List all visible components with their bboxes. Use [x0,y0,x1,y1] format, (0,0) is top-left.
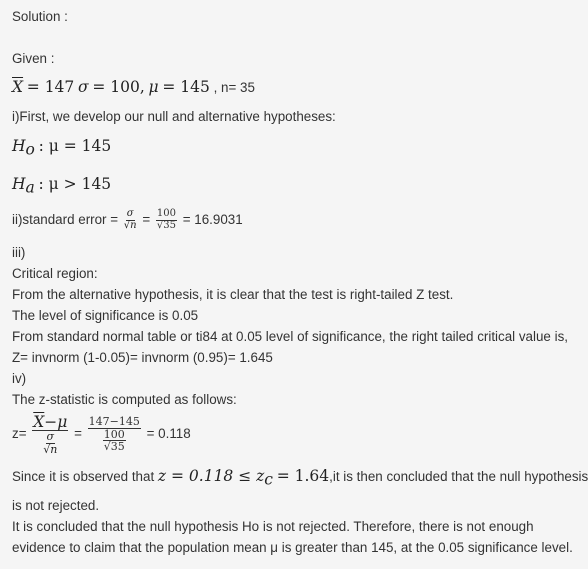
step4-label: iv) [12,371,27,386]
step1-text: i)First, we develop our null and alternative hypotheses: [12,109,336,124]
z-fraction-symbolic: $\frac{\overline{X}-\mu}{\frac{\sigma}{√n}}$ [33,413,68,456]
hundred-over-root-35: $\frac{100}{√35}$ [156,208,176,231]
z-result: = 0.118 [146,426,191,442]
zstat-intro: The z-statistic is computed as follows: [12,392,237,407]
final-line-2: It is concluded that the null hypothesis Ho is not rejected. Therefore, there is not enough [12,519,534,534]
final-line-3: evidence to claim that the population mean μ is greater than 145, at the 0.05 significance level. [12,540,573,555]
given-label: Given : [12,51,55,66]
conclusion-line: Since it is observed that $z = 0.118 \le z_c = 1.64,it$ is then concluded that the null hypothesis [12,467,588,489]
critical-line-2: From the alternative hypothesis, it is clear that the test is right-tailed Z test. [12,287,454,302]
mu-symbol: μ [148,78,159,96]
sigma-symbol: σ [78,78,89,96]
null-hypothesis: $H_o$ : μ = 145 [12,137,112,159]
given-values [12,78,255,97]
alternative-hypothesis: $H_a$ : μ > 145 [12,175,112,197]
critical-line-1: Critical region: [12,266,98,281]
standard-error-line: ii)standard error = $\frac{\sigma}{√n}$ = $\frac{100}{√35}$ = 16.9031 [12,208,243,231]
critical-line-3: The level of significance is 0.05 [12,308,199,323]
solution-heading: Solution : [12,9,68,24]
sample-size: , n= 35 [213,80,255,95]
z-statistic-formula: z= $\frac{\overline{X}-\mu}{\frac{\sigma}{√n}}$ = $\frac{147-145}{\frac{100}{√35}}$ = 0.118 [12,413,191,456]
z-fraction-numeric: $\frac{147-145}{\frac{100}{√35}}$ [88,415,140,454]
sigma-over-root-n: $\frac{\sigma}{√n}$ [123,208,137,231]
sigma-value: = 100, [92,78,145,96]
xbar-value: = 147 [26,78,75,96]
step3-label: iii) [12,245,26,260]
standard-error-result: = 16.9031 [182,212,243,227]
critical-line-4: From standard normal table or ti84 at 0.05 level of significance, the right tailed critical value is, [12,329,568,344]
mu-value: = 145 [162,78,210,96]
xbar-symbol: $\overline{X}$ [12,78,24,96]
standard-error-label: ii)standard error = [12,212,119,227]
final-line-1: is not rejected. [12,498,100,513]
critical-line-5: Z= invnorm (1-0.05)= invnorm (0.95)= 1.645 [12,350,273,365]
